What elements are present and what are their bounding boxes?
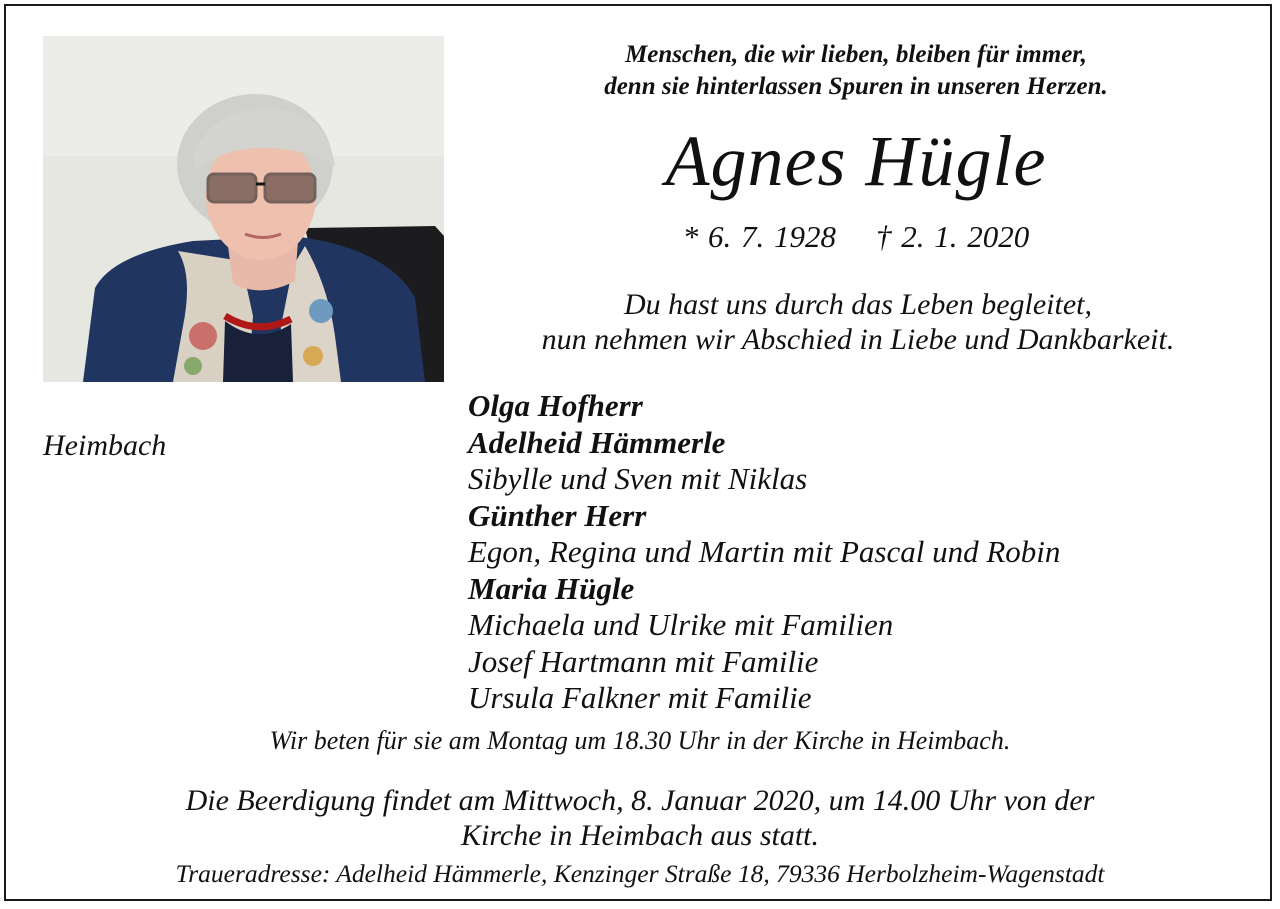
farewell-line: Du hast uns durch das Leben begleitet, (623, 288, 1092, 321)
quote-line: Menschen, die wir lieben, bleiben für immer, (625, 41, 1087, 68)
farewell-text (468, 287, 1248, 357)
funeral-line: Die Beerdigung findet am Mittwoch, 8. Januar 2020, um 14.00 Uhr von der (185, 784, 1095, 817)
hometown: Heimbach (43, 429, 167, 462)
obituary-notice (4, 4, 1272, 901)
mourner-entry: Sibylle und Sven mit Niklas (468, 461, 808, 496)
death-date: † 2. 1. 2020 (876, 219, 1030, 254)
quote-line: denn sie hinterlassen Spuren in unseren Herzen. (604, 73, 1108, 100)
mourner-entry: Günther Herr (468, 497, 647, 533)
mourner-entry: Michaela und Ulrike mit Familien (468, 607, 894, 642)
prayer-notice: Wir beten für sie am Montag um 18.30 Uhr in der Kirche in Heimbach. (269, 726, 1011, 755)
mourner-entry: Maria Hügle (468, 570, 635, 606)
portrait-image (43, 36, 444, 382)
life-dates (476, 219, 1236, 255)
funeral-notice (46, 783, 1234, 853)
mourners-list (468, 388, 1060, 717)
memorial-quote (476, 39, 1236, 103)
deceased-name: Agnes Hügle (665, 121, 1047, 201)
mourner-entry: Egon, Regina und Martin mit Pascal und Robin (468, 534, 1061, 569)
mourner-entry: Josef Hartmann mit Familie (468, 643, 819, 679)
mourning-address: Traueradresse: Adelheid Hämmerle, Kenzinger Straße 18, 79336 Herbolzheim-Wagenstadt (175, 859, 1105, 888)
mourner-entry: Adelheid Hämmerle (468, 424, 726, 460)
mourner-entry: Ursula Falkner mit Familie (468, 680, 812, 715)
farewell-line: nun nehmen wir Abschied in Liebe und Dankbarkeit. (541, 323, 1175, 356)
funeral-line: Kirche in Heimbach aus statt. (460, 819, 820, 852)
mourner-entry: Olga Hofherr (468, 388, 643, 423)
portrait-photo (43, 36, 444, 382)
birth-date: * 6. 7. 1928 (682, 219, 836, 254)
